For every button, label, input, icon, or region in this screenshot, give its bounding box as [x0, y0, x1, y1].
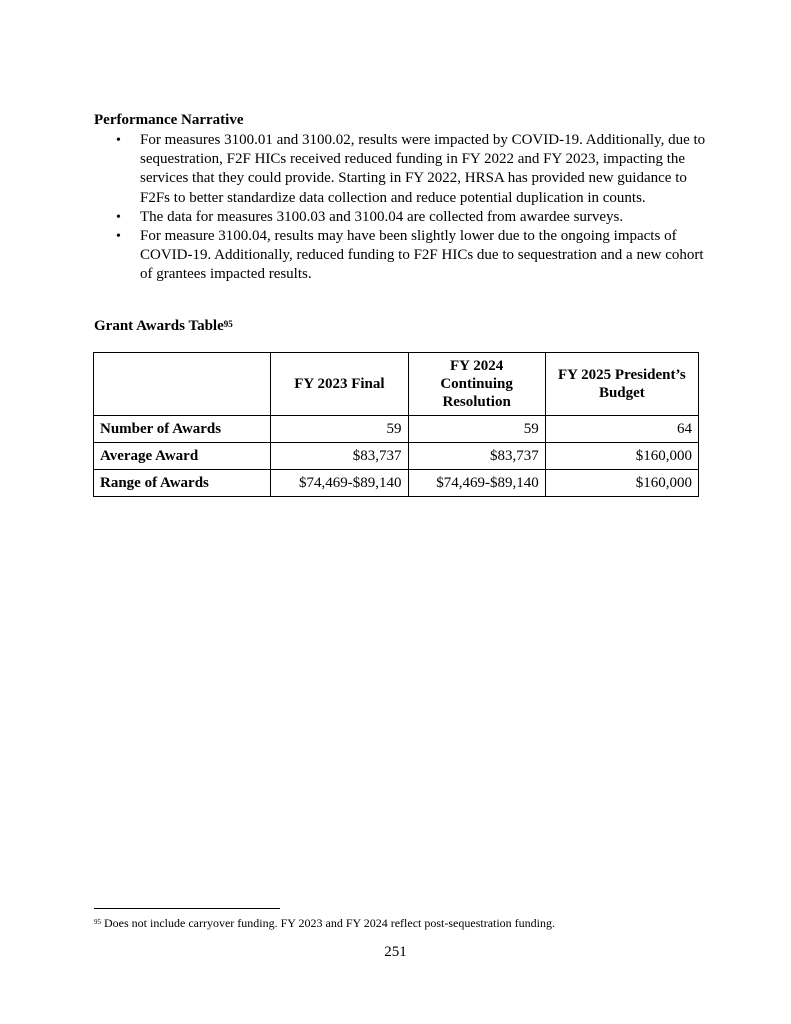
grant-awards-title: Grant Awards Table — [94, 318, 224, 334]
table-cell: $160,000 — [545, 443, 698, 470]
bullet-icon: • — [116, 133, 121, 148]
footnote-reference[interactable]: 95 — [223, 319, 233, 329]
table-header-row — [94, 353, 699, 416]
narrative-bullet-item — [112, 208, 712, 227]
row-label: Number of Awards — [94, 416, 271, 443]
narrative-bullet-list — [112, 131, 712, 285]
bullet-text: For measure 3100.04, results may have been slightly lower due to the ongoing impacts of COVID-19. Additionally, reduced funding to F2F HICs due to sequestration and a new cohort of grantees impacted results. — [140, 228, 704, 283]
page-number: 251 — [384, 944, 407, 960]
table-row — [94, 416, 699, 443]
table-cell: $160,000 — [545, 470, 698, 497]
table-header-cell: FY 2025 President’s Budget — [545, 353, 698, 416]
table-row — [94, 443, 699, 470]
table-cell: $83,737 — [408, 443, 545, 470]
table-cell: 59 — [271, 416, 408, 443]
grant-awards-heading — [94, 317, 233, 335]
bullet-icon: • — [116, 229, 121, 245]
row-label: Range of Awards — [94, 470, 271, 497]
table-header-cell: FY 2023 Final — [271, 353, 408, 416]
footnote-text: Does not include carryover funding. FY 2023 and FY 2024 reflect post-sequestration funding. — [104, 916, 556, 930]
table-cell: $74,469-$89,140 — [271, 470, 408, 497]
footnote-number: 95 — [94, 918, 101, 926]
footnote — [94, 916, 555, 931]
narrative-bullet-item — [112, 227, 712, 285]
table-cell: 64 — [545, 416, 698, 443]
grant-awards-table — [93, 352, 699, 497]
footnote-divider — [94, 908, 280, 909]
table-header-cell — [94, 353, 271, 416]
bullet-text: For measures 3100.01 and 3100.02, results were impacted by COVID-19. Additionally, due to sequestration, F2F HICs received reduced funding in FY 2022 and FY 2023, impacting the services that they could provide. Starting in FY 2022, HRSA has provided new guidance to F2Fs to better standardize data collection and reduce potential duplication in counts. — [140, 132, 706, 206]
table-cell: $74,469-$89,140 — [408, 470, 545, 497]
table-cell: 59 — [408, 416, 545, 443]
table-row — [94, 470, 699, 497]
bullet-icon: • — [116, 209, 121, 225]
narrative-bullet-item — [112, 131, 712, 208]
performance-narrative-heading: Performance Narrative — [94, 112, 244, 128]
table-cell: $83,737 — [271, 443, 408, 470]
bullet-text: The data for measures 3100.03 and 3100.04 are collected from awardee surveys. — [140, 208, 624, 225]
table-header-cell: FY 2024 Continuing Resolution — [408, 353, 545, 416]
row-label: Average Award — [94, 443, 271, 470]
